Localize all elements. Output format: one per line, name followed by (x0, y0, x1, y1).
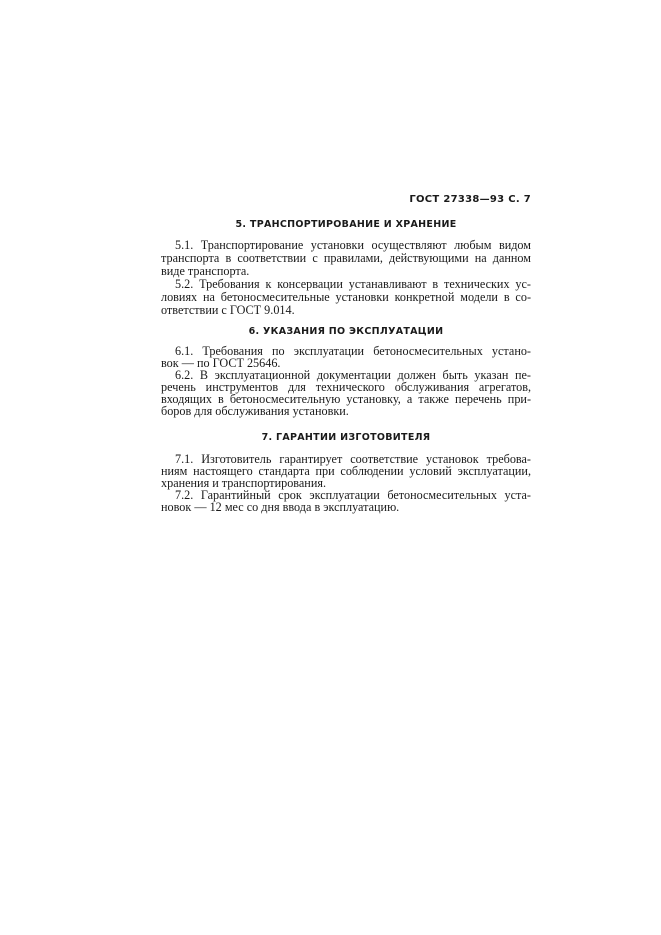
paragraph-line: 6.1. Требования по эксплуатации бетоносмесительных устано- (175, 344, 531, 358)
paragraph-line: 7.1. Изготовитель гарантирует соответствие установок требова- (175, 452, 531, 466)
running-header: ГОСТ 27338—93 С. 7 (409, 194, 531, 205)
paragraph-line: ответствии с ГОСТ 9.014. (161, 303, 295, 317)
section-7-heading: 7. ГАРАНТИИ ИЗГОТОВИТЕЛЯ (261, 432, 431, 443)
paragraph-line: вок — по ГОСТ 25646. (161, 356, 281, 370)
paragraph-line: входящих в бетоносмесительную установку, а также перечень при- (161, 392, 531, 406)
paragraph-line: речень инструментов для технического обслуживания агрегатов, (161, 380, 531, 394)
paragraph-line: виде транспорта. (161, 264, 250, 278)
paragraph-line: 5.2. Требования к консервации устанавливают в технических ус- (175, 277, 531, 291)
paragraph-line: новок — 12 мес со дня ввода в эксплуатацию. (161, 500, 400, 514)
paragraph-line: ниям настоящего стандарта при соблюдении условий эксплуатации, (161, 464, 531, 478)
paragraph-line: боров для обслуживания установки. (161, 404, 349, 418)
paragraph-line: хранения и транспортирования. (161, 476, 326, 490)
section-5-heading: 5. ТРАНСПОРТИРОВАНИЕ И ХРАНЕНИЕ (235, 219, 457, 230)
paragraph-line: ловиях на бетоносмесительные установки конкретной модели в со- (161, 290, 531, 304)
paragraph-line: 7.2. Гарантийный срок эксплуатации бетоносмесительных уста- (175, 488, 531, 502)
paragraph-line: 6.2. В эксплуатационной документации должен быть указан пе- (175, 368, 531, 382)
section-6-heading: 6. УКАЗАНИЯ ПО ЭКСПЛУАТАЦИИ (248, 326, 444, 337)
paragraph-line: 5.1. Транспортирование установки осуществляют любым видом (175, 238, 531, 252)
paragraph-line: транспорта в соответствии с правилами, действующими на данном (161, 251, 531, 265)
